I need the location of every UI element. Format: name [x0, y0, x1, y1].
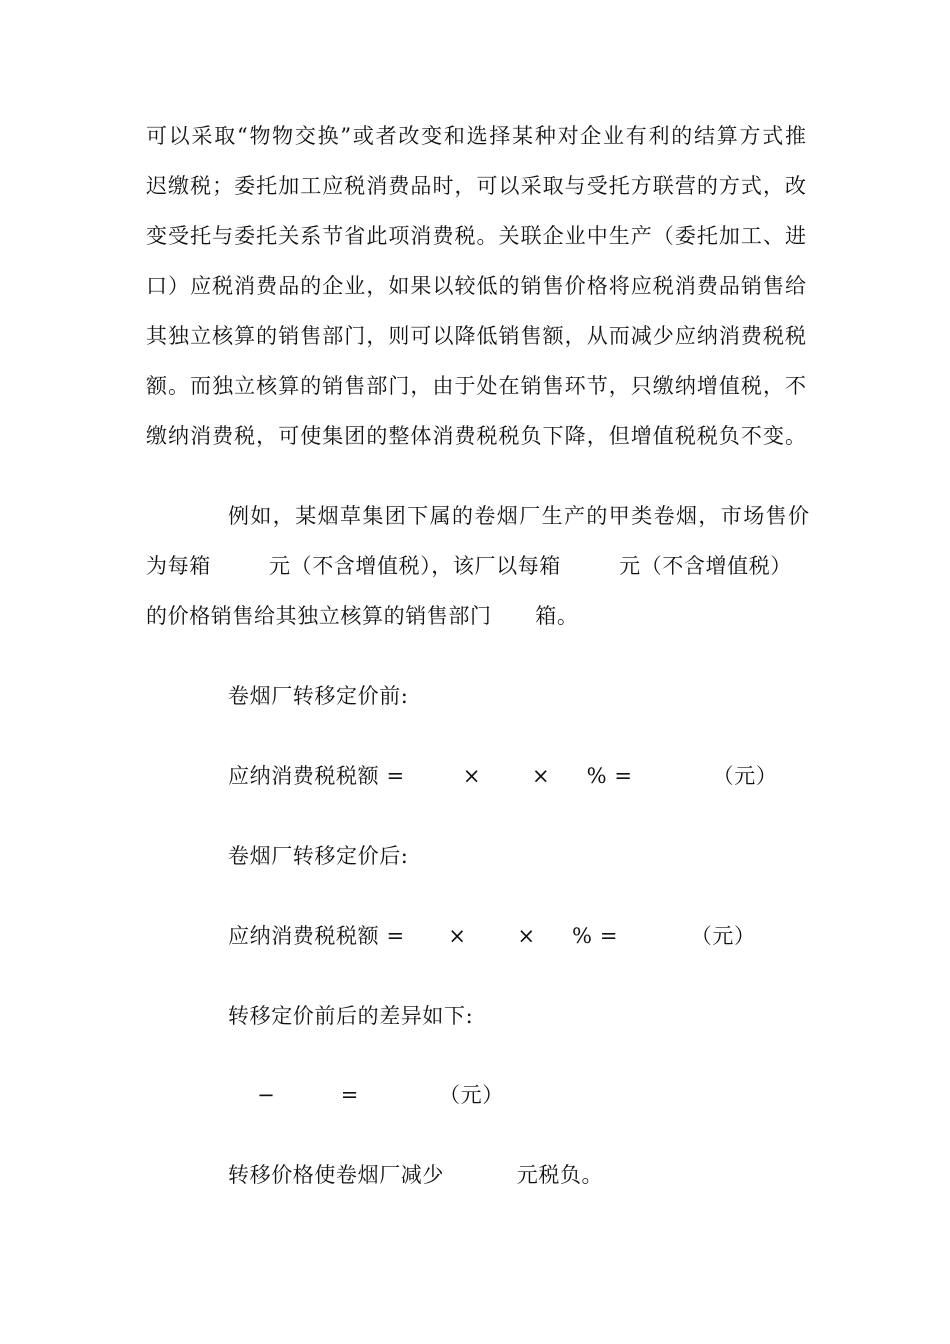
body-text-line: 为每箱 元（不含增值税），该厂以每箱 元（不含增值税） [146, 554, 792, 578]
difference-label: 转移定价前后的差异如下: [228, 1004, 474, 1028]
body-text-line: 变受托与委托关系节省此项消费税。关联企业中生产（委托加工、进 [146, 224, 806, 248]
body-text-line: 可以采取“物物交换”或者改变和选择某种对企业有利的结算方式推 [146, 124, 806, 148]
body-text-line: 的价格销售给其独立核算的销售部门 箱。 [146, 604, 579, 628]
before-pricing-label: 卷烟厂转移定价前: [228, 684, 409, 708]
body-text-line: 缴纳消费税，可使集团的整体消费税税负下降，但增值税税负不变。 [146, 424, 806, 448]
body-text-line: 额。而独立核算的销售部门，由于处在销售环节，只缴纳增值税，不 [146, 374, 806, 398]
body-text-line: 例如，某烟草集团下属的卷烟厂生产的甲类卷烟，市场售价 [228, 504, 811, 528]
body-text-line: 口）应税消费品的企业，如果以较低的销售价格将应税消费品销售给 [146, 274, 806, 298]
difference-formula: − = （元） [228, 1083, 504, 1107]
after-pricing-label: 卷烟厂转移定价后: [228, 844, 409, 868]
body-text-line: 迟缴税；委托加工应税消费品时，可以采取与受托方联营的方式，改 [146, 174, 806, 198]
after-tax-formula: 应纳消费税税额 = × × % = （元） [228, 924, 756, 948]
conclusion-text: 转移价格使卷烟厂减少 元税负。 [228, 1163, 604, 1187]
before-tax-formula: 应纳消费税税额 = × × % = （元） [228, 764, 778, 788]
body-text-line: 其独立核算的销售部门，则可以降低销售额，从而减少应纳消费税税 [146, 324, 806, 348]
